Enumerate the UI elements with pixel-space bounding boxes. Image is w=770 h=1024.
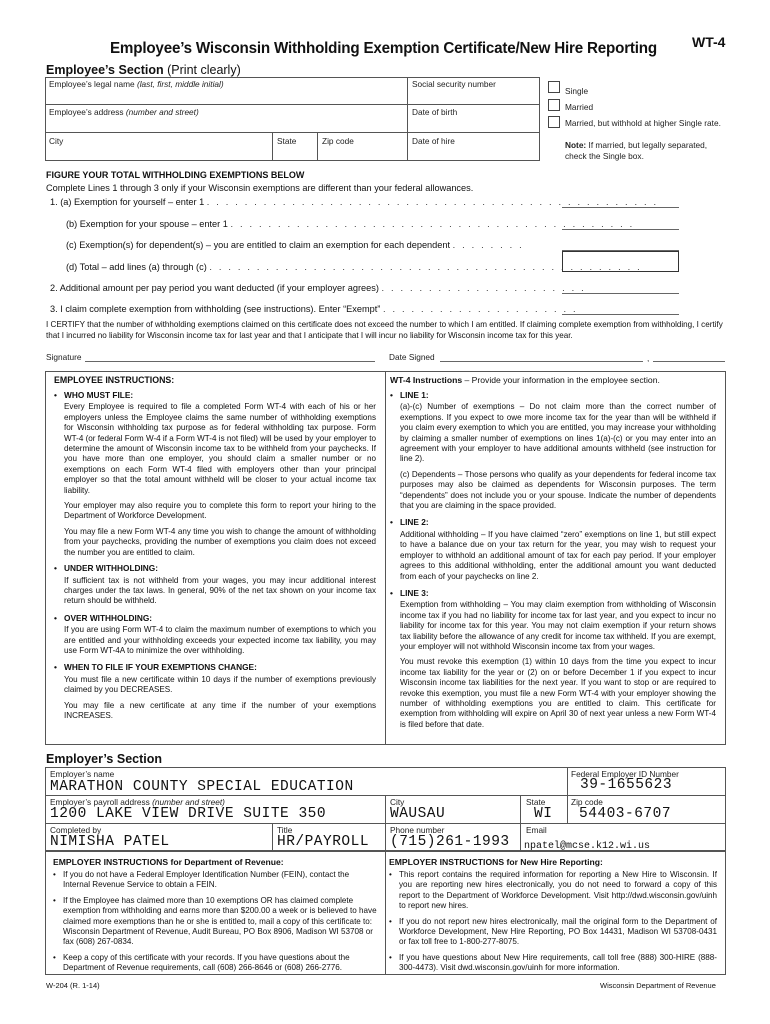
- married-checkbox[interactable]: [548, 99, 560, 111]
- employer-city-value[interactable]: WAUSAU: [390, 806, 446, 822]
- new-hire-bullet-1: • This report contains the required information for reporting a New Hire to Wisconsin. If you are reporting new hires electronically, you do not need to forward a copy of this report to the Department of Workforce Development. Visit http://dwd.wisconsin.gov/uinh to report new hires.: [389, 870, 717, 912]
- address-field[interactable]: [46, 118, 406, 131]
- fein-value[interactable]: 39-1655623: [580, 777, 673, 793]
- line-2-field[interactable]: [562, 293, 679, 294]
- dor-instructions-heading: EMPLOYER INSTRUCTIONS for Department of Revenue:: [53, 857, 284, 867]
- under-withholding-heading: • UNDER WITHHOLDING:: [54, 563, 376, 573]
- line-1a: 1. (a) Exemption for yourself – enter 1 . . . . . . . . . . . . . . . . . . . . . . . . . . . . . . . . . . . . . . . . . . . . . . . .: [50, 197, 659, 207]
- single-checkbox[interactable]: [548, 81, 560, 93]
- exemptions-intro: Complete Lines 1 through 3 only if your Wisconsin exemptions are different than your federal allowances.: [46, 183, 474, 193]
- payroll-address-label: Employer’s payroll address (number and street): [50, 797, 225, 807]
- phone-value[interactable]: (715)261-1993: [390, 834, 510, 850]
- zip-label: Zip code: [322, 136, 354, 146]
- who-must-file-heading: • WHO MUST FILE:: [54, 390, 376, 400]
- line2-heading: • LINE 2:: [390, 517, 716, 527]
- line-3-field[interactable]: [562, 314, 679, 315]
- married-higher-label: Married, but withhold at higher Single rate.: [565, 118, 721, 128]
- line3-p2: You must revoke this exemption (1) within 10 days from the time you expect to incur income tax liability for the year or (2) on or before December 1 if you expect to incur Wisconsin income tax liabilities for the next year. If you want to stop or are required to revoke this exemption, you must file a new Form WT-4 with your employer showing the number of withholding exemptions you are entitled to claim. This certificate for exemption from withholding will expire on April 30 of next year unless a new Form WT-4 is filed before that date.: [400, 657, 716, 729]
- new-hire-instructions: [389, 857, 717, 979]
- new-hire-bullet-2: • If you do not report new hires electronically, mail the original form to the Department of Workforce Development, New Hire Reporting, PO Box 14431, Madison WI 53708-0431 or fax toll free to 1-800-277-8075.: [389, 917, 717, 948]
- when-to-file-heading: • WHEN TO FILE IF YOUR EXEMPTIONS CHANGE:: [54, 662, 376, 672]
- state-field[interactable]: [273, 147, 316, 160]
- line-1b-field[interactable]: [562, 229, 679, 230]
- city-label: City: [49, 136, 64, 146]
- line-1b: (b) Exemption for your spouse – enter 1 . . . . . . . . . . . . . . . . . . . . . . . . . . . . . . . . . . . . . . . . . . .: [66, 219, 635, 229]
- ssn-field[interactable]: [408, 90, 538, 103]
- line-3: 3. I claim complete exemption from withholding (see instructions). Enter “Exempt” . . . . . . . . . . . . . . . . . . . . .: [50, 304, 578, 314]
- line1-p2: (c) Dependents – Those persons who qualify as your dependents for federal income tax purposes may also be claimed as dependents for Wisconsin purposes. The term “dependents” does not include you or your spouse. Indicate the number of dependents that you are claiming in the space provided.: [400, 469, 716, 511]
- line2-text: Additional withholding – If you have claimed “zero” exemptions on line 1, but still expect to have a balance due on your tax return for the year, you may wish to request your employer to withhold an additional amount of tax for each pay period. If your employer agrees to this additional withholding, enter the additional amount you want deducted from each of your paychecks on line 2.: [400, 529, 716, 581]
- dor-bullet-3: • Keep a copy of this certificate with your records. If you have questions about the Department of Revenue requirements, call (608) 266-8646 or (608) 266-2776.: [53, 953, 378, 974]
- line-1d-total-box[interactable]: [562, 251, 679, 272]
- hire-date-field[interactable]: [408, 147, 538, 160]
- form-number: WT-4: [692, 34, 726, 50]
- state-label: State: [277, 136, 297, 146]
- who-must-file-p3: You may file a new Form WT-4 any time you wish to change the amount of withholding from your paychecks, providing the number of exemptions you claim does not exceed the number you are entitled to claim.: [64, 526, 376, 557]
- dob-label: Date of birth: [412, 107, 458, 117]
- fein-label: Federal Employer ID Number: [571, 769, 679, 779]
- zip-field[interactable]: [318, 147, 406, 160]
- date-signed-field[interactable]: [440, 361, 643, 362]
- line1-p1: (a)-(c) Number of exemptions – Do not claim more than the correct number of exemptions. If you expect to owe more income tax for the year than will be withheld if you claim every exemption to which you are entitled, you may increase your withholding by claiming a smaller number of exemptions on lines 1(a)-(c) or you may enter into an agreement with your employer to have additional amounts withheld (see instruction for line 2).: [400, 402, 716, 464]
- employer-zip-value[interactable]: 54403-6707: [579, 806, 672, 822]
- dob-field[interactable]: [408, 118, 538, 131]
- line-1d: (d) Total – add lines (a) through (c) . . . . . . . . . . . . . . . . . . . . . . . . . . . . . . . . . . . . . . . . . . . . . .: [66, 262, 642, 272]
- title-label: Title: [277, 825, 293, 835]
- over-withholding-text: If you are using Form WT-4 to claim the maximum number of exemptions to which you are entitled and your withholding exceeds your expected income tax liability, you may use Form WT-4A to minimize the over withholding.: [64, 625, 376, 655]
- hire-date-label: Date of hire: [412, 136, 455, 146]
- employer-state-value[interactable]: WI: [534, 806, 553, 822]
- legal-name-label: Employee’s legal name (last, first, middle initial): [49, 79, 224, 89]
- footer-form-id: W-204 (R. 1-14): [46, 981, 100, 990]
- phone-label: Phone number: [390, 825, 445, 835]
- line-2: 2. Additional amount per pay period you want deducted (if your employer agrees) . . . . . . . . . . . . . . . . . . . . . .: [50, 283, 586, 293]
- single-label: Single: [565, 86, 589, 96]
- signature-field[interactable]: [85, 361, 375, 362]
- employer-section-heading: Employer’s Section: [46, 752, 163, 766]
- who-must-file-p1: Every Employee is required to file a completed Form WT-4 with each of his or her employers unless the Employee claims the same number of withholding exemptions for Wisconsin withholding tax purpose as for federal withholding tax purpose. Form WT-4 (or federal Form W-4 if a Form WT-4 is not filed) will be used by your employer to determine the amount of Wisconsin income tax to be withheld from your paychecks. If you have more than one employer, you should claim a smaller number or no exemptions on each Form WT-4 filed with employers other than your principal employer so that the total amount withheld will be closer to your actual income tax liability.: [64, 402, 376, 495]
- city-field[interactable]: [46, 147, 271, 160]
- dor-instructions: [53, 857, 378, 979]
- married-label: Married: [565, 102, 594, 112]
- signature-label: Signature: [46, 352, 82, 362]
- employee-section-heading: Employee’s Section (Print clearly): [46, 63, 241, 77]
- certify-statement: I CERTIFY that the number of withholding exemptions claimed on this certificate does not exceed the number to which I am entitled. If claiming complete exemption from withholding, I certify that I incurred no liability for Wisconsin income tax for last year and that I anticipate that I will incur no liability for Wisconsin income tax for this year.: [46, 320, 723, 340]
- line-1c: (c) Exemption(s) for dependent(s) – you are entitled to claim an exemption for each dependent . . . . . . . .: [66, 240, 524, 250]
- date-year-field[interactable]: [653, 361, 725, 362]
- dor-bullet-2: • If the Employee has claimed more than 10 exemptions OR has claimed complete exemption from withholding and earns more than $200.00 a week or is believed to have claimed more exemptions than he or she is entitled to, mail a copy of this certificate to: Wisconsin Department of Revenue, Audit Bureau, PO Box 8906, Madison WI 53708 or fax (608) 267-0834.: [53, 896, 378, 948]
- payroll-address-value[interactable]: 1200 LAKE VIEW DRIVE SUITE 350: [50, 806, 327, 822]
- employer-state-label: State: [526, 797, 546, 807]
- page-title: Employee’s Wisconsin Withholding Exemption Certificate/New Hire Reporting: [110, 40, 657, 57]
- legal-name-field[interactable]: [46, 90, 406, 103]
- new-hire-bullet-3: • If you have questions about New Hire requirements, call toll free (888) 300-HIRE (888-300-4473). Visit dwd.wisconsin.gov/uinh for more information.: [389, 953, 717, 974]
- completed-by-label: Completed by: [50, 825, 102, 835]
- when-to-file-p2: You may file a new certificate at any time if the number of your exemptions INCREASES.: [64, 700, 376, 720]
- marital-note: Note: If married, but legally separated, check the Single box.: [565, 140, 708, 161]
- employer-name-value[interactable]: MARATHON COUNTY SPECIAL EDUCATION: [50, 779, 354, 795]
- date-comma: ,: [647, 353, 650, 363]
- completed-by-value[interactable]: NIMISHA PATEL: [50, 834, 170, 850]
- over-withholding-heading: • OVER WITHHOLDING:: [54, 613, 376, 623]
- footer-agency: Wisconsin Department of Revenue: [600, 981, 716, 990]
- line1-heading: • LINE 1:: [390, 390, 716, 400]
- who-must-file-p2: Your employer may also require you to complete this form to report your hiring to the Department of Workforce Development.: [64, 501, 376, 521]
- line3-heading: • LINE 3:: [390, 588, 716, 598]
- married-higher-checkbox[interactable]: [548, 116, 560, 128]
- new-hire-instructions-heading: EMPLOYER INSTRUCTIONS for New Hire Reporting:: [389, 857, 603, 867]
- title-value[interactable]: HR/PAYROLL: [277, 834, 370, 850]
- wt4-instructions-heading: WT-4 Instructions – Provide your information in the employee section.: [390, 375, 660, 385]
- email-label: Email: [526, 825, 547, 835]
- when-to-file-p1: You must file a new certificate within 10 days if the number of exemptions previously claimed by you DECREASES.: [64, 674, 376, 695]
- dor-bullet-1: • If you do not have a Federal Employer Identification Number (FEIN), contact the Internal Revenue Service to obtain a FEIN.: [53, 870, 378, 891]
- line-1a-field[interactable]: [562, 207, 679, 208]
- wt4-instructions: [390, 375, 716, 735]
- address-label: Employee’s address (number and street): [49, 107, 199, 117]
- ssn-label: Social security number: [412, 79, 496, 89]
- employer-city-label: City: [390, 797, 405, 807]
- employee-instructions: [54, 375, 376, 726]
- exemptions-heading: FIGURE YOUR TOTAL WITHHOLDING EXEMPTIONS BELOW: [46, 170, 305, 180]
- date-signed-label: Date Signed: [389, 352, 435, 362]
- employer-zip-label: Zip code: [571, 797, 603, 807]
- employer-name-label: Employer’s name: [50, 769, 115, 779]
- employee-instructions-heading: EMPLOYEE INSTRUCTIONS:: [54, 375, 175, 385]
- under-withholding-text: If sufficient tax is not withheld from your wages, you may incur additional interest charges under the tax laws. In general, 90% of the net tax shown on your income tax return should be withheld.: [64, 575, 376, 606]
- email-value[interactable]: npatel@mcse.k12.wi.us: [524, 841, 651, 851]
- line3-p1: Exemption from withholding – You may claim exemption from withholding of Wisconsin income tax if you had no liability for income tax for last year, and you expect to incur no liability for income tax for this year. You may not claim exemption if your return shows tax liability before the allowance of any credit for income tax withheld. If you are exempt, your employer will not withhold Wisconsin income tax from your wages.: [400, 600, 716, 651]
